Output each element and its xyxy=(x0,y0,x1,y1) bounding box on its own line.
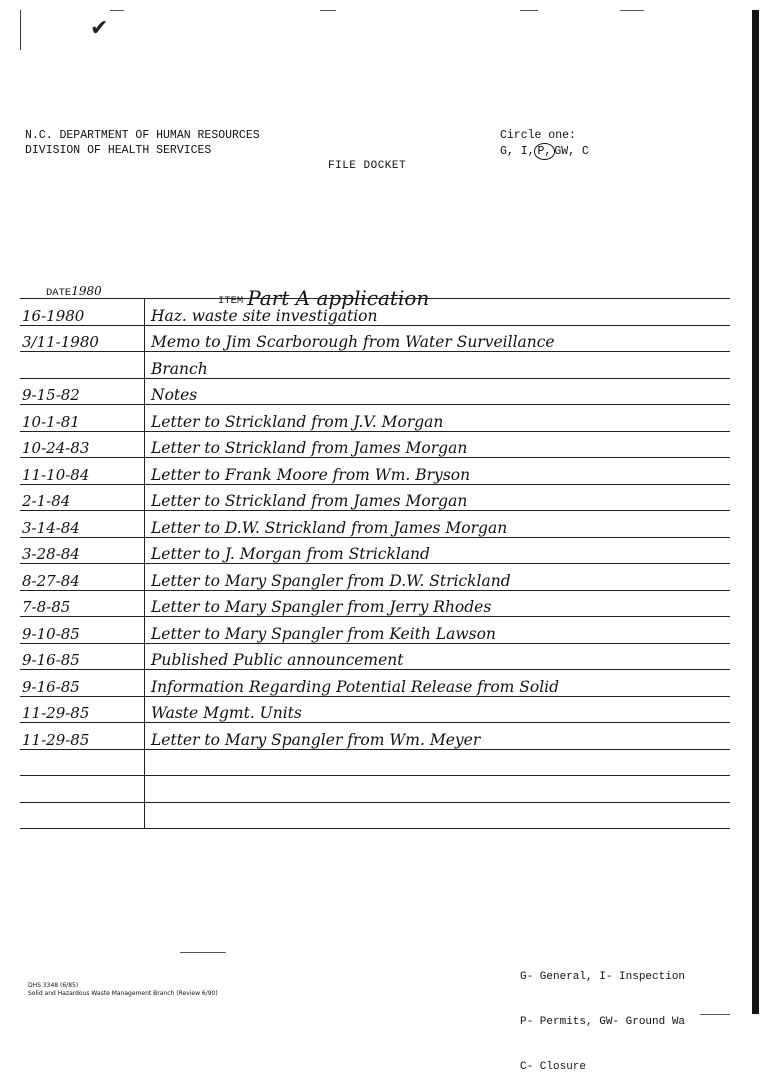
entry-date: 9-16-85 xyxy=(20,643,145,670)
scanned-page-edge xyxy=(752,10,759,1014)
docket-table xyxy=(20,298,730,829)
entry-date: 9-16-85 xyxy=(20,670,145,697)
docket-row xyxy=(20,378,730,405)
entry-item: Letter to Mary Spangler from Wm. Meyer xyxy=(145,723,731,750)
form-branch: Solid and Hazardous Waste Management Branch (Review 6/90) xyxy=(28,990,218,997)
date-column-header xyxy=(46,284,102,299)
docket-row xyxy=(20,643,730,670)
entry-date: 11-29-85 xyxy=(20,723,145,750)
entry-date: 8-27-84 xyxy=(20,564,145,591)
scan-artifact xyxy=(700,1014,730,1015)
docket-row xyxy=(20,458,730,485)
form-identifier xyxy=(28,982,218,998)
table-header xyxy=(20,276,730,310)
department-heading xyxy=(25,128,260,158)
docket-row xyxy=(20,484,730,511)
scan-artifact xyxy=(520,10,538,11)
docket-row xyxy=(20,564,730,591)
entry-item: Letter to Frank Moore from Wm. Bryson xyxy=(145,458,731,485)
category-selected-permits: P, xyxy=(534,143,556,160)
entry-date xyxy=(20,749,145,776)
docket-row xyxy=(20,802,730,829)
date-header-year: 1980 xyxy=(71,284,102,298)
docket-row xyxy=(20,352,730,379)
entry-item: Letter to Strickland from James Morgan xyxy=(145,431,731,458)
entry-item xyxy=(145,802,731,829)
entry-item: Letter to Strickland from J.V. Morgan xyxy=(145,405,731,432)
docket-row xyxy=(20,431,730,458)
scan-artifact xyxy=(180,952,226,953)
docket-row xyxy=(20,749,730,776)
legend-line: P- Permits, GW- Ground Wa xyxy=(520,1016,686,1028)
docket-row xyxy=(20,670,730,697)
category-legend xyxy=(520,940,685,1090)
entry-date: 11-10-84 xyxy=(20,458,145,485)
entry-item: Notes xyxy=(145,378,731,405)
entry-date: 2-1-84 xyxy=(20,484,145,511)
docket-row xyxy=(20,723,730,750)
docket-row xyxy=(20,537,730,564)
entry-item: Haz. waste site investigation xyxy=(145,299,731,326)
entry-date xyxy=(20,352,145,379)
entry-item: Letter to D.W. Strickland from James Morgan xyxy=(145,511,731,538)
entry-date: 3-28-84 xyxy=(20,537,145,564)
entry-item: Letter to J. Morgan from Strickland xyxy=(145,537,731,564)
docket-row xyxy=(20,776,730,803)
entry-date: 11-29-85 xyxy=(20,696,145,723)
entry-date: 9-15-82 xyxy=(20,378,145,405)
docket-row xyxy=(20,617,730,644)
scan-artifact xyxy=(320,10,336,11)
entry-item: Waste Mgmt. Units xyxy=(145,696,731,723)
department-name: N.C. DEPARTMENT OF HUMAN RESOURCES xyxy=(25,129,260,142)
entry-item xyxy=(145,749,731,776)
entry-item: Memo to Jim Scarborough from Water Surveillance xyxy=(145,325,731,352)
item-header-label: ITEM xyxy=(218,295,244,307)
docket-row xyxy=(20,299,730,326)
entry-date: 3/11-1980 xyxy=(20,325,145,352)
docket-row xyxy=(20,511,730,538)
scan-margin-line xyxy=(20,10,21,50)
entry-item xyxy=(145,776,731,803)
division-name: DIVISION OF HEALTH SERVICES xyxy=(25,144,212,157)
category-option: GW, C xyxy=(554,145,589,158)
entry-date: 3-14-84 xyxy=(20,511,145,538)
form-number: DHS 3348 (6/85) xyxy=(28,982,79,989)
item-header-text: Part A application xyxy=(247,286,430,310)
entry-item: Information Regarding Potential Release from Solid xyxy=(145,670,731,697)
entry-date: 10-24-83 xyxy=(20,431,145,458)
entry-item: Letter to Mary Spangler from Keith Lawson xyxy=(145,617,731,644)
entry-item: Published Public announcement xyxy=(145,643,731,670)
entry-item: Letter to Mary Spangler from D.W. Strickland xyxy=(145,564,731,591)
docket-row xyxy=(20,696,730,723)
entry-item: Branch xyxy=(145,352,731,379)
entry-date: 9-10-85 xyxy=(20,617,145,644)
entry-date: 10-1-81 xyxy=(20,405,145,432)
page-title: FILE DOCKET xyxy=(328,160,407,172)
entry-date: 16-1980 xyxy=(20,299,145,326)
category-options xyxy=(500,143,589,160)
punch-mark-icon: ✔ xyxy=(90,16,109,41)
scan-artifact xyxy=(110,10,124,11)
docket-row xyxy=(20,325,730,352)
entry-item: Letter to Strickland from James Morgan xyxy=(145,484,731,511)
scan-artifact xyxy=(620,10,644,11)
category-selector xyxy=(500,128,589,160)
legend-line: G- General, I- Inspection xyxy=(520,971,686,983)
entry-item: Letter to Mary Spangler from Jerry Rhodes xyxy=(145,590,731,617)
docket-row xyxy=(20,405,730,432)
docket-body xyxy=(20,299,730,829)
entry-date: 7-8-85 xyxy=(20,590,145,617)
date-header-label: DATE xyxy=(46,287,72,299)
entry-date xyxy=(20,802,145,829)
docket-row xyxy=(20,590,730,617)
circle-one-label: Circle one: xyxy=(500,129,576,142)
legend-line: C- Closure xyxy=(520,1061,587,1073)
category-option: G, I, xyxy=(500,145,535,158)
entry-date xyxy=(20,776,145,803)
